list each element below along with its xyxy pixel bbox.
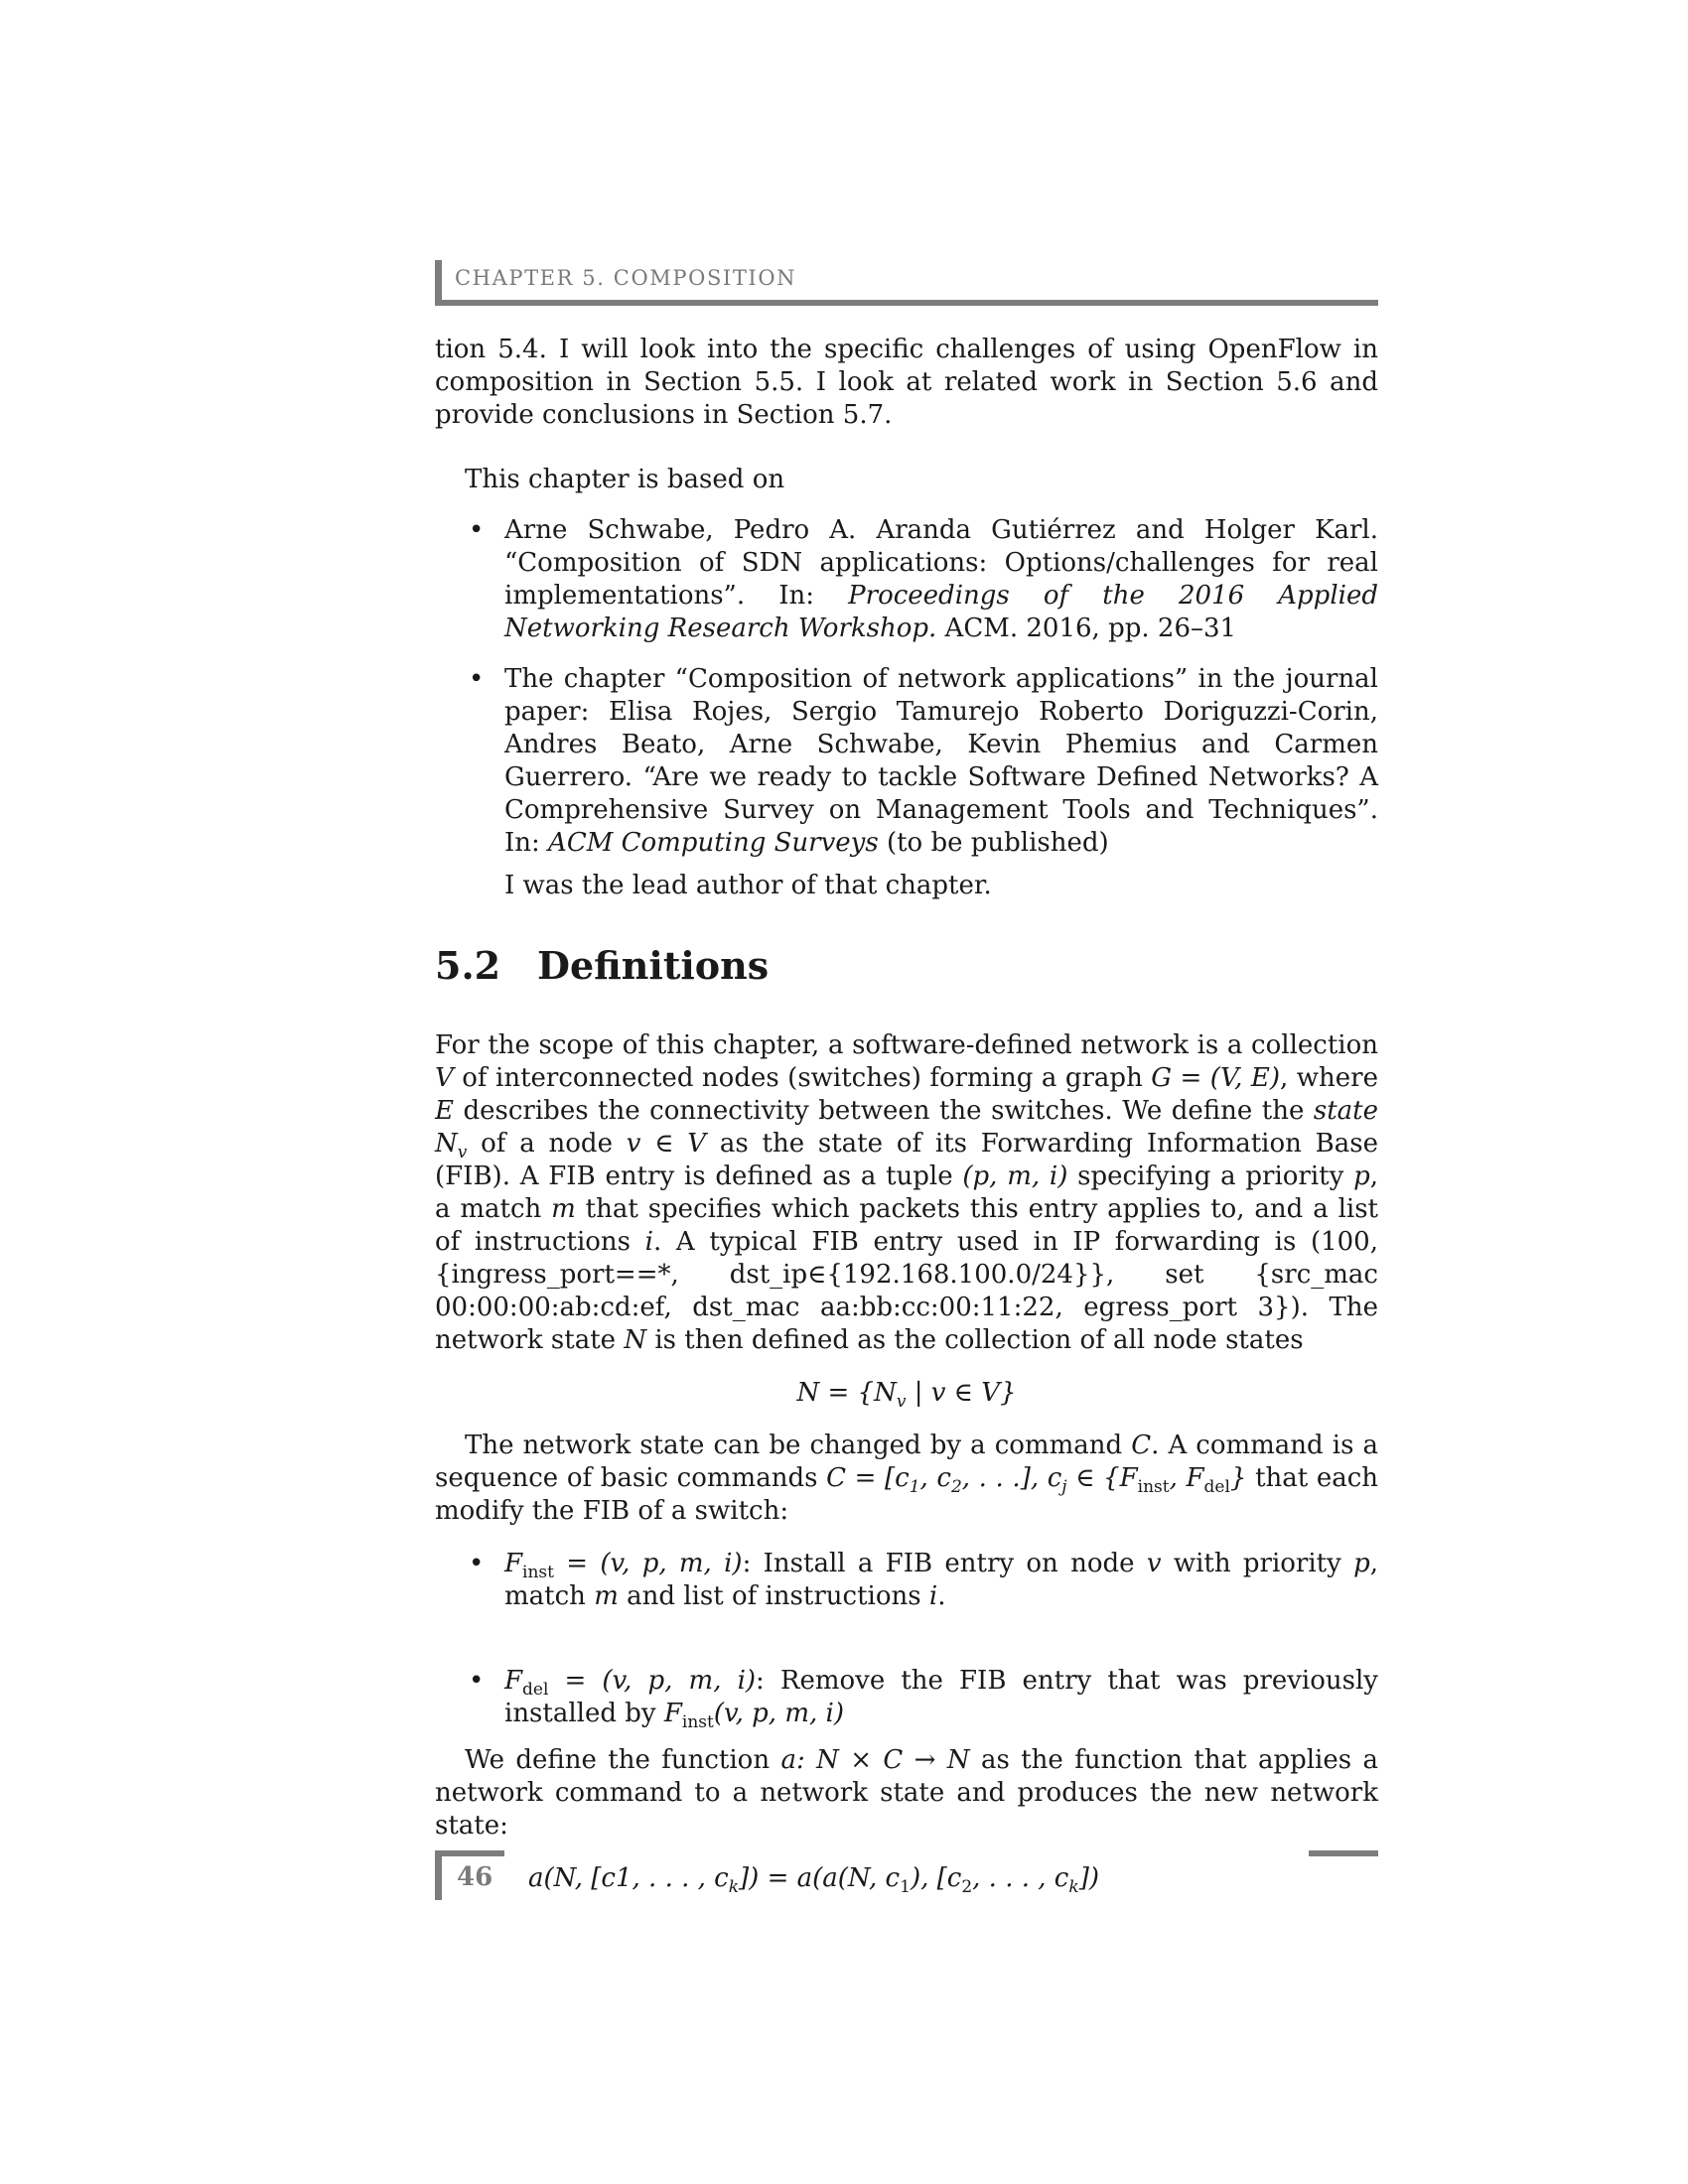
section-number: 5.2 (435, 943, 501, 988)
list-item: • $F_{del} = (v$, p, m, i): Remove the FIB entry that was previously installed by $F_{inst}(v$, p, m, i) (469, 1666, 1378, 1733)
list-item: • $F_{inst} = (v$, p, m, i): Install a FIB entry on node v with priority p, match m and list of instructions i. (469, 1549, 1379, 1611)
chapter-title: CHAPTER 5. COMPOSITION (455, 266, 797, 290)
page-number: 46 (457, 1862, 493, 1892)
definitions-paragraph: For the scope of this chapter, a software-defined network is a collection V of interconnected nodes (switches) forming a graph G = (V, E), where E describes the connectivity between the switches. We define the state $N_v$ of a node v ∈ V as the state of its Forwarding Information Base (FIB). A FIB entry is defined as a tuple (p, m, i) specifying a priority p, a match m that specifies which packets this entry applies to, and a list of instructions i. A typical FIB entry used in IP forwarding is (100, {ingress_port==*, dst_ip∈{192.168.100.0/24}}, set {src_mac 00:00:00:ab:cd:ef, dst_mac aa:bb:cc:00:11:22, egress_port 3}). The network state N is then defined as the collection of all node states (435, 1030, 1378, 1355)
command-definitions (435, 1548, 1379, 1733)
page-body (435, 334, 1379, 1898)
list-item: • Arne Schwabe, Pedro A. Aranda Gutiérrez and Holger Karl. “Composition of SDN applications: Options/challenges for real implementations”. In: Proceedings of the 2016 Applied Networking Research Workshop. ACM. 2016, pp. 26–31 (469, 515, 1378, 643)
reference-list (435, 514, 1378, 860)
lead-author-note: I was the lead author of that chapter. (504, 871, 992, 900)
based-on-line: This chapter is based on (465, 465, 785, 494)
section-title: Definitions (537, 943, 770, 988)
list-item: • The chapter “Composition of network applications” in the journal paper: Elisa Rojes, Sergio Tamurejo Roberto Doriguzzi-Corin, Andres Beato, Arne Schwabe, Kevin Phemius and Carmen Guerrero. “Are we ready to tackle Software Defined Networks? A Comprehensive Survey on Management Tools and Techniques”. In: ACM Computing Surveys (to be published) (469, 664, 1378, 858)
intro-paragraph: tion 5.4. I will look into the specific challenges of using OpenFlow in composition in Section 5.5. I look at related work in Section 5.6 and provide conclusions in Section 5.7. (435, 335, 1378, 430)
function-paragraph: We define the function a: N × C → N as the function that applies a network command to a network state and produces the new network state: (435, 1745, 1378, 1841)
footer-vertical-rule (435, 1850, 442, 1900)
section-heading (435, 944, 1378, 988)
command-paragraph: The network state can be changed by a command C. A command is a sequence of basic commands $C = [c_1$, $c_2$, . . .], $c_j$ ∈ {$F_{inst}$, $F_{del}$} that each modify the FIB of a switch: (435, 1431, 1379, 1526)
bullet-icon: • (469, 1666, 485, 1696)
bullet-icon: • (469, 1549, 485, 1578)
footer-left-rule (435, 1850, 504, 1856)
page-footer (435, 1850, 1378, 1910)
header-horizontal-rule (435, 300, 1378, 306)
running-header (435, 260, 1378, 308)
network-state-equation: $N = \{N_v$ | v ∈ V} (796, 1378, 1017, 1413)
bullet-icon: • (469, 515, 485, 545)
footer-right-rule (1309, 1850, 1378, 1856)
bullet-icon: • (469, 664, 485, 694)
apply-function-equation: a(N, [c1, . . . , $c_k]) = a(a(N$, $c_1$), [$c_2$, . . . , $c_k$]) (528, 1863, 1099, 1898)
